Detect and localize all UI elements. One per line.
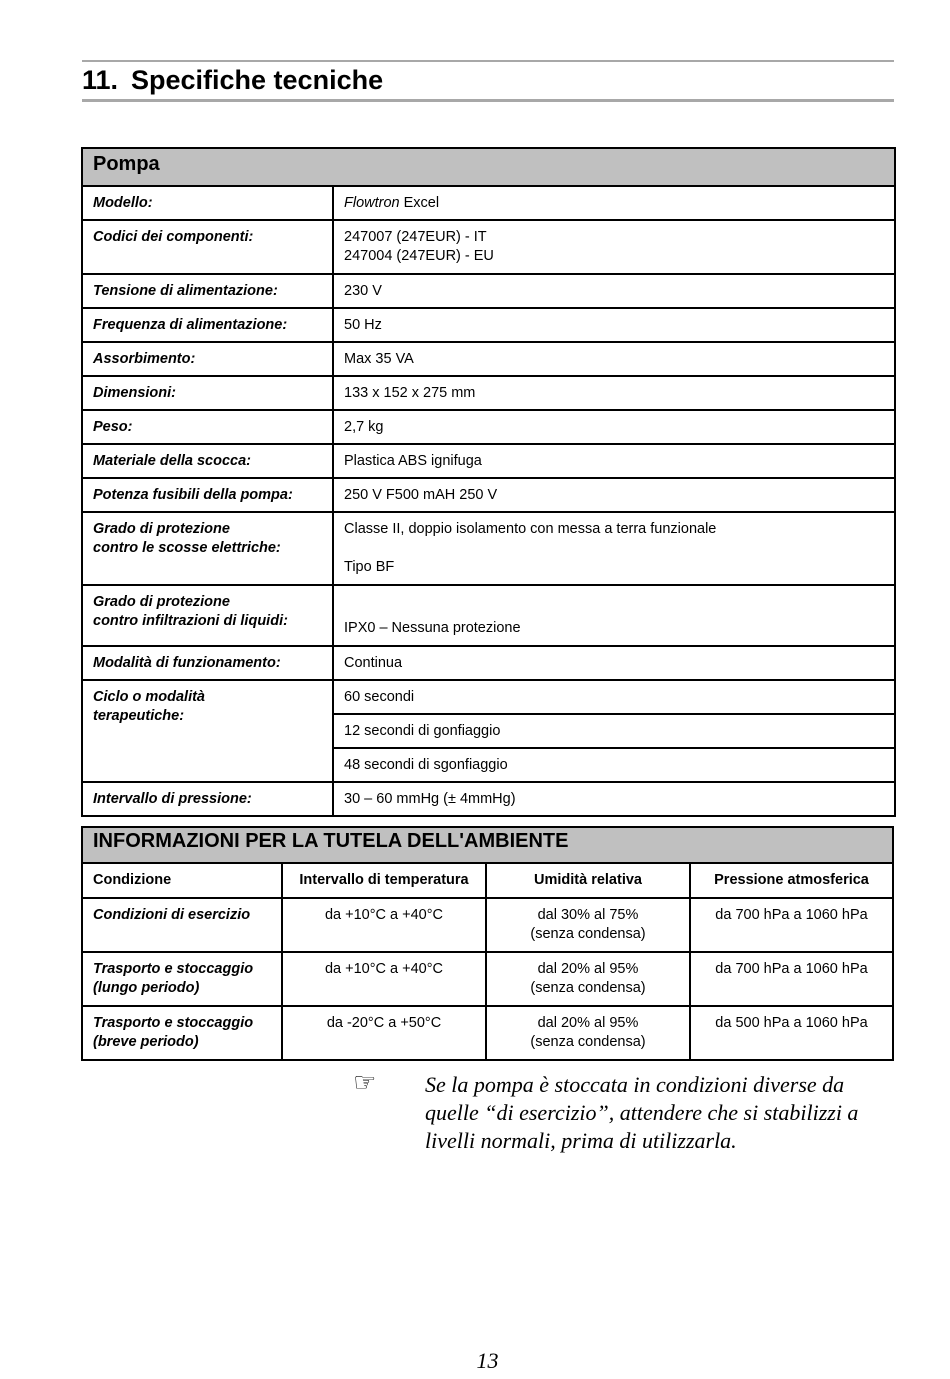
part-code: 247004 (247EUR) - EU	[344, 248, 494, 264]
spec-label: Modello:	[82, 186, 333, 220]
brand-name: Flowtron	[344, 195, 400, 211]
spec-label-line: terapeutiche:	[93, 708, 185, 724]
table-row	[82, 478, 895, 512]
spec-value-line: Classe II, doppio isolamento con messa a terra funzionale	[344, 521, 717, 537]
page-title	[82, 62, 894, 99]
cycle-value: 60 secondi	[344, 689, 415, 705]
temperature-cell: da +10°C a +40°C	[282, 952, 486, 1006]
spec-label: Assorbimento:	[82, 342, 333, 376]
table-row	[82, 342, 895, 376]
table-row	[82, 512, 895, 585]
table-header-row	[82, 863, 893, 898]
pump-spec-table	[81, 147, 896, 817]
condition-label-line: Trasporto e stoccaggio	[93, 961, 254, 977]
condition-label-line: Condizioni di esercizio	[93, 907, 251, 923]
humidity-note: (senza condensa)	[530, 926, 646, 942]
column-header: Pressione atmosferica	[690, 863, 893, 898]
spec-value	[333, 220, 895, 274]
spec-label: Intervallo di pressione:	[82, 782, 333, 816]
section-number: 11.	[82, 65, 119, 95]
column-header: Intervallo di temperatura	[282, 863, 486, 898]
table-row	[82, 376, 895, 410]
spec-value	[333, 186, 895, 220]
table-row	[82, 220, 895, 274]
spec-value: 30 – 60 mmHg (± 4mmHg)	[333, 782, 895, 816]
environment-table	[81, 826, 894, 1061]
spec-value-line: Tipo BF	[344, 559, 395, 575]
section-title: Specifiche tecniche	[131, 65, 384, 95]
table-row	[82, 410, 895, 444]
condition-label	[82, 898, 282, 952]
pressure-cell: da 700 hPa a 1060 hPa	[690, 898, 893, 952]
cycle-value: 12 secondi di gonfiaggio	[334, 713, 894, 747]
condition-label	[82, 952, 282, 1006]
spec-value: 230 V	[333, 274, 895, 308]
table-row	[82, 444, 895, 478]
spec-value: Continua	[333, 646, 895, 680]
header-rule-bottom	[82, 99, 894, 102]
table-row	[82, 274, 895, 308]
spec-label: Frequenza di alimentazione:	[82, 308, 333, 342]
temperature-cell: da -20°C a +50°C	[282, 1006, 486, 1060]
humidity-cell	[486, 952, 690, 1006]
table-row	[82, 186, 895, 220]
spec-label: Tensione di alimentazione:	[82, 274, 333, 308]
humidity-cell	[486, 1006, 690, 1060]
table-row	[82, 646, 895, 680]
table-row	[82, 952, 893, 1006]
pointing-hand-icon: ☞	[353, 1068, 377, 1098]
spec-label	[82, 585, 333, 646]
pump-table-heading: Pompa	[82, 148, 895, 186]
part-code: 247007 (247EUR) - IT	[344, 229, 487, 245]
spec-value: Plastica ABS ignifuga	[333, 444, 895, 478]
spec-label: Potenza fusibili della pompa:	[82, 478, 333, 512]
table-row	[82, 585, 895, 646]
spec-label-line: Grado di protezione	[93, 594, 230, 610]
table-row	[82, 680, 895, 782]
table-row	[82, 782, 895, 816]
model-name: Excel	[399, 195, 440, 211]
spec-label-line: Grado di protezione	[93, 521, 230, 537]
cycle-value: 48 secondi di sgonfiaggio	[334, 747, 894, 781]
spec-value: 50 Hz	[333, 308, 895, 342]
spec-label	[82, 512, 333, 585]
spec-label: Dimensioni:	[82, 376, 333, 410]
environment-table-heading: INFORMAZIONI PER LA TUTELA DELL'AMBIENTE	[82, 827, 893, 863]
column-header: Umidità relativa	[486, 863, 690, 898]
spec-label: Codici dei componenti:	[82, 220, 333, 274]
humidity-range: dal 30% al 75%	[537, 907, 639, 923]
condition-label-line: (breve periodo)	[93, 1034, 199, 1050]
spec-label: Modalità di funzionamento:	[82, 646, 333, 680]
spec-label-line: contro infiltrazioni di liquidi:	[93, 613, 288, 629]
humidity-note: (senza condensa)	[530, 980, 646, 996]
condition-label	[82, 1006, 282, 1060]
condition-label-line: Trasporto e stoccaggio	[93, 1015, 254, 1031]
spec-label: Peso:	[82, 410, 333, 444]
spec-value	[333, 512, 895, 585]
spec-label-line: contro le scosse elettriche:	[93, 540, 281, 556]
spec-value: 2,7 kg	[333, 410, 895, 444]
column-header: Condizione	[82, 863, 282, 898]
humidity-range: dal 20% al 95%	[537, 961, 639, 977]
humidity-cell	[486, 898, 690, 952]
humidity-note: (senza condensa)	[530, 1034, 646, 1050]
pressure-cell: da 700 hPa a 1060 hPa	[690, 952, 893, 1006]
storage-note: Se la pompa è stoccata in condizioni diverse da quelle “di esercizio”, attendere che si stabilizzi a livelli normali, prima di utilizzarla.	[425, 1072, 859, 1153]
spec-value: 133 x 152 x 275 mm	[333, 376, 895, 410]
table-row	[82, 1006, 893, 1060]
spec-label	[82, 680, 333, 782]
spec-value: Max 35 VA	[333, 342, 895, 376]
spec-value	[333, 680, 895, 782]
table-row	[82, 308, 895, 342]
spec-value: 250 V F500 mAH 250 V	[333, 478, 895, 512]
spec-label: Materiale della scocca:	[82, 444, 333, 478]
condition-label-line: (lungo periodo)	[93, 980, 200, 996]
spec-value: IPX0 – Nessuna protezione	[333, 585, 895, 646]
temperature-cell: da +10°C a +40°C	[282, 898, 486, 952]
section-header	[82, 60, 894, 102]
page-number: 13	[476, 1348, 499, 1373]
humidity-range: dal 20% al 95%	[537, 1015, 639, 1031]
spec-label-line: Ciclo o modalità	[93, 689, 205, 705]
table-row	[82, 898, 893, 952]
pressure-cell: da 500 hPa a 1060 hPa	[690, 1006, 893, 1060]
